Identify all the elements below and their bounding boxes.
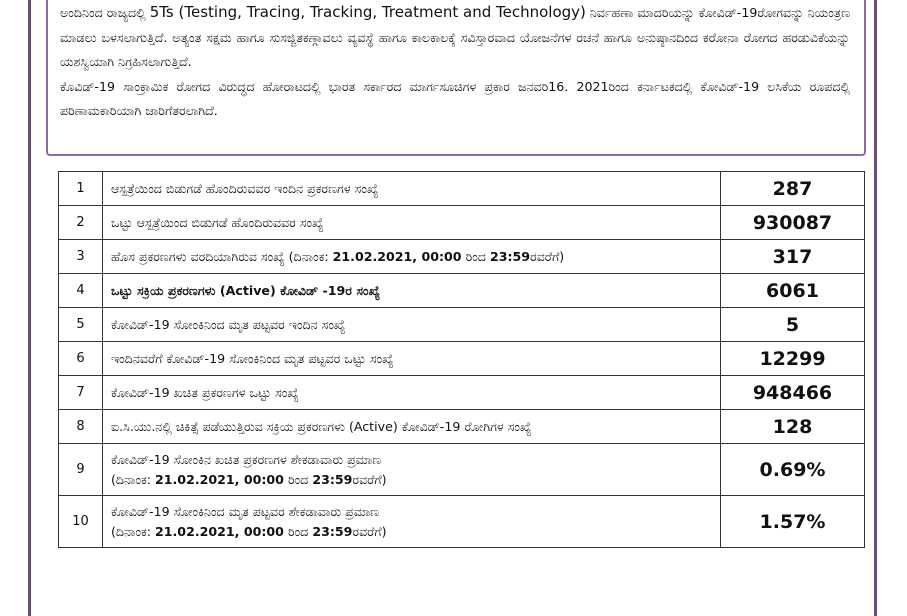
row-label: ಒಟ್ಟು ಆಸ್ಪತ್ರೆಯಿಂದ ಬಿಡುಗಡೆ ಹೊಂದಿರುವವರ ಸಂಖ್ಯೆ xyxy=(103,206,721,240)
row-label: ಐ.ಸಿ.ಯು.ನಲ್ಲಿ ಚಿಕಿತ್ಸೆ ಪಡೆಯುತ್ತಿರುವ ಸಕ್ರಿಯ ಪ್ರಕರಣಗಳು (Active) ಕೋವಿಡ್-19 ರೋಗಿಗಳ ಸಂಖ್ಯೆ xyxy=(103,410,721,444)
row-value: 287 xyxy=(721,172,865,206)
row-value: 317 xyxy=(721,240,865,274)
row-label: ಕೋವಿಡ್-19 ಸೋಂಕಿನಿಂದ ಮೃತ ಪಟ್ಟವರ ಶೇಕಡಾವಾರು ಪ್ರಮಾಣ (ದಿನಾಂಕ: 21.02.2021, 00:00 ರಿಂದ 23:59ರವರೆಗೆ) xyxy=(103,496,721,548)
row-number: 1 xyxy=(59,172,103,206)
row-value: 5 xyxy=(721,308,865,342)
intro-paragraph-1: ಅಂದಿನಿಂದ ರಾಜ್ಯದಲ್ಲಿ 5Ts (Testing, Tracing, Tracking, Treatment and Technology) ನಿರ್ವಹಣಾ ಮಾದರಿಯನ್ನು ಕೋವಿಡ್-19ರೋಗವನ್ನು ನಿಯಂತ್ರಣ ಮಾಡಲು ಬಳಸಲಾಗುತ್ತಿದೆ. ಅತ್ಯಂತ ಸಕ್ಷಮ ಹಾಗೂ ಸುಸಜ್ಜಿತಕಣ್ಗಾವಲು ವ್ಯವಸ್ಥೆ ಹಾಗೂ ಕಾಲಕಾಲಕ್ಕೆ ಸವಿಸ್ತಾರವಾದ ಯೋಜನೆಗಳ ರಚನೆ ಹಾಗೂ ಅನುಷ್ಠಾನದಿಂದ ಕರೋನಾ ರೋಗದ ಹರಡುವಿಕೆಯನ್ನು ಯಶಸ್ವಿಯಾಗಿ ನಿಗ್ರಹಿಸಲಾಗುತ್ತಿದೆ. xyxy=(60,3,851,69)
stats-table xyxy=(58,171,865,548)
row-value: 948466 xyxy=(721,376,865,410)
table-row xyxy=(59,376,865,410)
row-value: 128 xyxy=(721,410,865,444)
table-row xyxy=(59,240,865,274)
row-value: 1.57% xyxy=(721,496,865,548)
five-ts-text: 5Ts (Testing, Tracing, Tracking, Treatment and Technology) xyxy=(149,3,586,21)
row-number: 2 xyxy=(59,206,103,240)
table-row xyxy=(59,496,865,548)
table-row xyxy=(59,410,865,444)
row-date-range: (ದಿನಾಂಕ: 21.02.2021, 00:00 ರಿಂದ 23:59ರವರೆಗೆ) xyxy=(111,523,387,539)
row-number: 9 xyxy=(59,444,103,496)
row-value: 6061 xyxy=(721,274,865,308)
row-number: 5 xyxy=(59,308,103,342)
table-row xyxy=(59,274,865,308)
row-label: ಕೋವಿಡ್-19 ಖಚಿತ ಪ್ರಕರಣಗಳ ಒಟ್ಟು ಸಂಖ್ಯೆ xyxy=(103,376,721,410)
row-label: ಇಂದಿನವರೆಗೆ ಕೋವಿಡ್-19 ಸೋಂಕಿನಿಂದ ಮೃತ ಪಟ್ಟವರ ಒಟ್ಟು ಸಂಖ್ಯೆ xyxy=(103,342,721,376)
intro-paragraph-2: ಕೊವಿಡ್-19 ಸಾಂಕ್ರಾಮಿಕ ರೋಗದ ವಿರುದ್ಧದ ಹೋರಾಟದಲ್ಲಿ ಭಾರತ ಸರ್ಕಾರದ ಮಾರ್ಗಸೂಚಿಗಳ ಪ್ರಕಾರ ಜನವರಿ16. 2021ರಿಂದ ಕರ್ನಾಟಕದಲ್ಲಿ ಕೋವಿಡ್-19 ಲಸಿಕೆಯ ರೂಪದಲ್ಲಿ ಪರಿಣಾಮಕಾರಿಯಾಗಿ ಜಾರಿಗೆತರಲಾಗಿದೆ. xyxy=(60,78,850,118)
row-number: 10 xyxy=(59,496,103,548)
row-label: ಒಟ್ಟು ಸಕ್ರಿಯ ಪ್ರಕರಣಗಳು (Active) ಕೋವಿಡ್ -19ರ ಸಂಖ್ಯೆ xyxy=(103,274,721,308)
table-row xyxy=(59,342,865,376)
row-value: 12299 xyxy=(721,342,865,376)
table-row xyxy=(59,308,865,342)
row-number: 6 xyxy=(59,342,103,376)
intro-box xyxy=(46,0,866,156)
row-label: ಕೋವಿಡ್-19 ಸೋಂಕಿನಿಂದ ಮೃತ ಪಟ್ಟವರ ಇಂದಿನ ಸಂಖ್ಯೆ xyxy=(103,308,721,342)
row-value: 930087 xyxy=(721,206,865,240)
table-row xyxy=(59,172,865,206)
row-date-range: (ದಿನಾಂಕ: 21.02.2021, 00:00 ರಿಂದ 23:59ರವರೆಗೆ) xyxy=(111,471,387,487)
row-label: ಆಸ್ಪತ್ರೆಯಿಂದ ಬಿಡುಗಡೆ ಹೊಂದಿರುವವರ ಇಂದಿನ ಪ್ರಕರಣಗಳ ಸಂಖ್ಯೆ xyxy=(103,172,721,206)
table-row xyxy=(59,444,865,496)
row-number: 4 xyxy=(59,274,103,308)
row-number: 3 xyxy=(59,240,103,274)
row-number: 7 xyxy=(59,376,103,410)
table-row xyxy=(59,206,865,240)
row-value: 0.69% xyxy=(721,444,865,496)
row-label: ಕೋವಿಡ್-19 ಸೋಂಕಿನ ಖಚಿತ ಪ್ರಕರಣಗಳ ಶೇಕಡಾವಾರು ಪ್ರಮಾಣ (ದಿನಾಂಕ: 21.02.2021, 00:00 ರಿಂದ 23:59ರವರೆಗೆ) xyxy=(103,444,721,496)
row-label: ಹೊಸ ಪ್ರಕರಣಗಳು ವರದಿಯಾಗಿರುವ ಸಂಖ್ಯೆ (ದಿನಾಂಕ: 21.02.2021, 00:00 ರಿಂದ 23:59ರವರೆಗೆ) xyxy=(103,240,721,274)
row-number: 8 xyxy=(59,410,103,444)
